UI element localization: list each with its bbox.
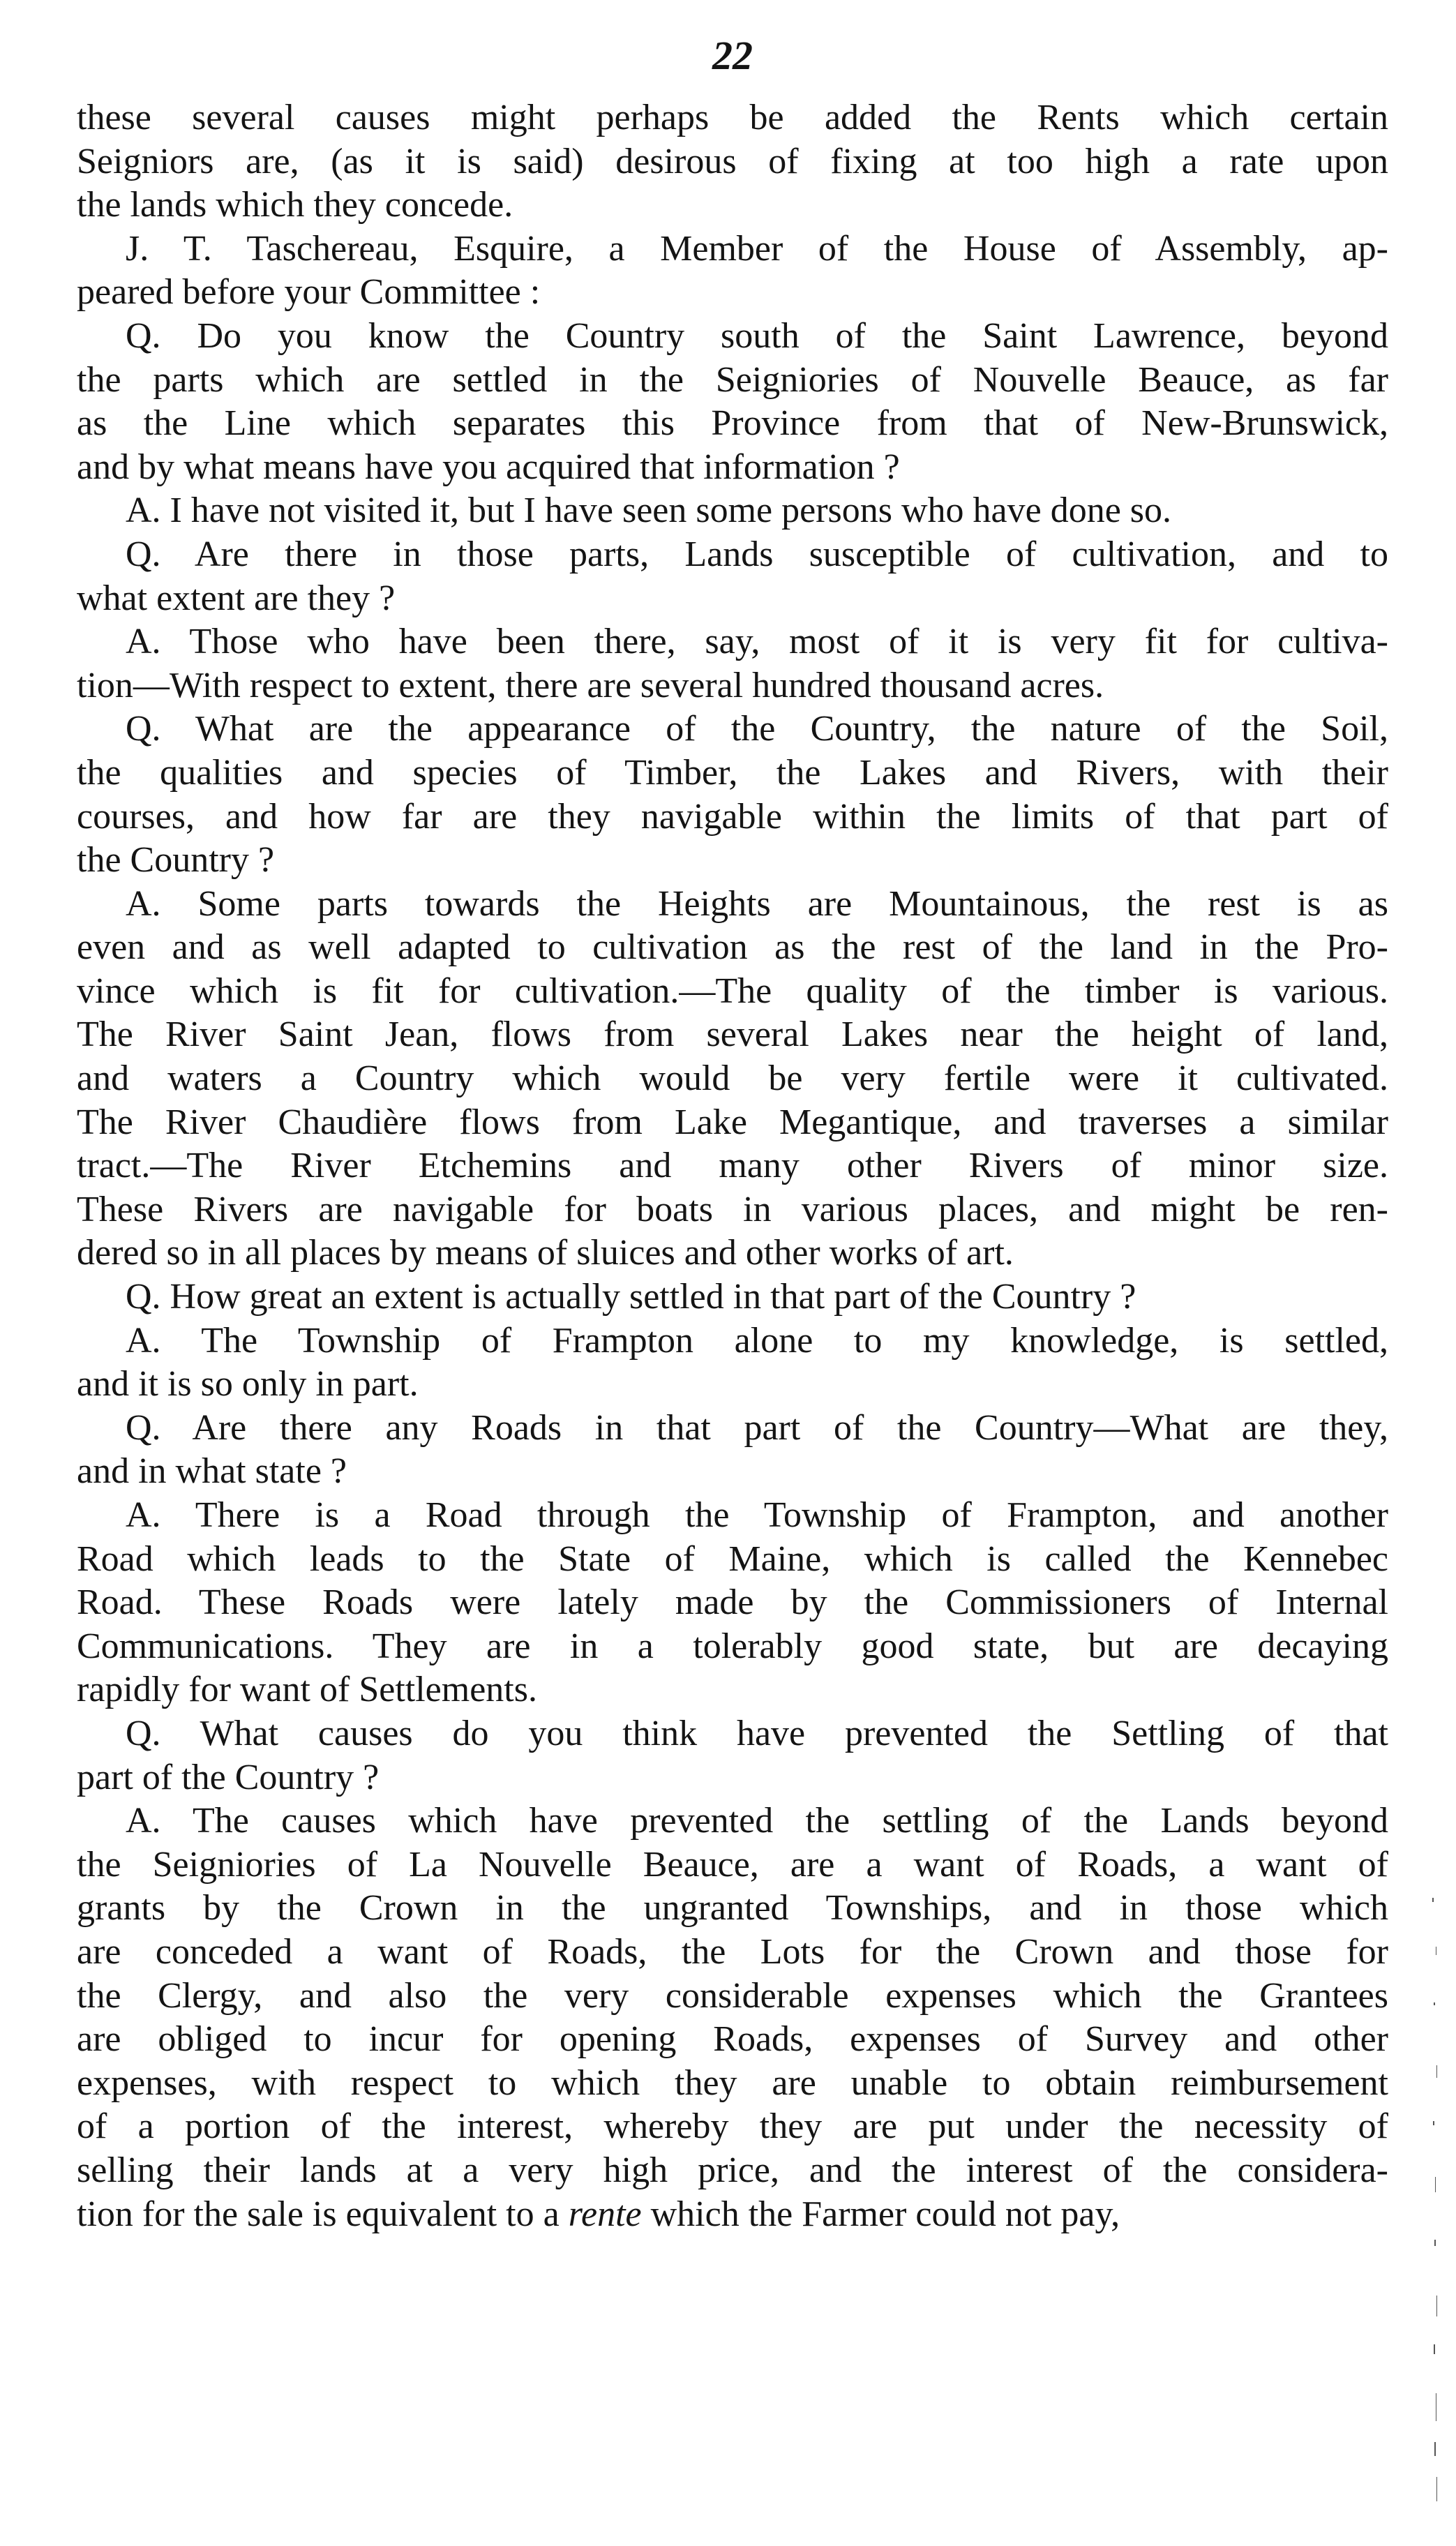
text-line: A. There is a Road through the Township of Frampton, and another — [126, 1495, 1388, 1535]
text-line: tion—With respect to extent, there are several hundred thousand acres. — [77, 665, 1104, 705]
text-line: grants by the Crown in the ungranted Townships, and in those which — [77, 1888, 1388, 1929]
text-line: Communications. They are in a tolerably good state, but are decaying — [77, 1626, 1388, 1666]
text-line: Q. Are there any Roads in that part of the Country—What are they, — [126, 1407, 1388, 1448]
text-line: the parts which are settled in the Seigniories of Nouvelle Beauce, as far — [77, 359, 1388, 400]
text-line: A. The Township of Frampton alone to my knowledge, is settled, — [126, 1320, 1388, 1361]
paragraph — [77, 533, 1388, 620]
text-line: the Country ? — [77, 840, 275, 881]
text-line: the qualities and species of Timber, the Lakes and Rivers, with their — [77, 752, 1388, 793]
paragraph — [77, 883, 1388, 1275]
paragraph — [77, 707, 1388, 882]
paragraph — [77, 489, 1388, 533]
paragraph — [77, 1799, 1388, 2236]
text-line: Q. How great an extent is actually settled in that part of the Country ? — [126, 1277, 1136, 1317]
text-line: and in what state ? — [77, 1451, 347, 1492]
text-line: Q. What causes do you think have prevented the Settling of that — [126, 1713, 1388, 1753]
text-line: Q. Do you know the Country south of the Saint Lawrence, beyond — [126, 315, 1388, 356]
text-line: these several causes might perhaps be added the Rents which certain — [77, 98, 1388, 137]
paragraph — [77, 315, 1388, 489]
text-line: the lands which they concede. — [77, 185, 513, 225]
text-line: The River Chaudière flows from Lake Megantique, and traverses a similar — [77, 1102, 1388, 1142]
text-line: of a portion of the interest, whereby they are put under the necessity of — [77, 2106, 1388, 2147]
text-line: tract.—The River Etchemins and many other Rivers of minor size. — [77, 1146, 1388, 1186]
text-body — [77, 96, 1388, 2236]
paragraph — [77, 1407, 1388, 1494]
scan-speckle — [1428, 1884, 1443, 2512]
text-line: the Clergy, and also the very considerable expenses which the Grantees — [77, 1975, 1388, 2016]
text-line: A. The causes which have prevented the settling of the Lands beyond — [126, 1801, 1388, 1841]
text-line: A. Those who have been there, say, most of it is very fit for cultiva- — [126, 622, 1388, 662]
text-line: and it is so only in part. — [77, 1364, 419, 1405]
text-line: and waters a Country which would be very fertile were it cultivated. — [77, 1058, 1388, 1099]
text-line: the Seigniories of La Nouvelle Beauce, are a want of Roads, a want of — [77, 1844, 1388, 1885]
paragraph — [77, 1319, 1388, 1407]
text-line: Road. These Roads were lately made by the Commissioners of Internal — [77, 1582, 1388, 1623]
text-line: what extent are they ? — [77, 578, 396, 618]
text-line: Q. Are there in those parts, Lands susceptible of cultivation, and to — [126, 534, 1388, 574]
text-line: Q. What are the appearance of the Country, the nature of the Soil, — [126, 709, 1388, 749]
text-line: are obliged to incur for opening Roads, expenses of Survey and other — [77, 2019, 1388, 2060]
text-line: tion for the sale is equivalent to a rente which the Farmer could not pay, — [77, 2194, 1120, 2234]
text-line: vince which is fit for cultivation.—The quality of the timber is various. — [77, 971, 1388, 1011]
text-line: and by what means have you acquired that information ? — [77, 447, 900, 487]
text-line: Road which leads to the State of Maine, which is called the Kennebec — [77, 1538, 1388, 1579]
text-line: even and as well adapted to cultivation as the rest of the land in the Pro- — [77, 927, 1388, 968]
text-line: A. Some parts towards the Heights are Mountainous, the rest is as — [126, 883, 1388, 924]
text-line: selling their lands at a very high price, and the interest of the considera- — [77, 2150, 1388, 2190]
text-line: These Rivers are navigable for boats in various places, and might be ren- — [77, 1189, 1388, 1229]
text-line: peared before your Committee : — [77, 272, 541, 313]
text-line: expenses, with respect to which they are unable to obtain reimbursement — [77, 2062, 1388, 2103]
paragraph — [77, 96, 1388, 227]
text-line: as the Line which separates this Province from that of New-Brunswick, — [77, 403, 1388, 444]
paragraph — [77, 1712, 1388, 1799]
text-line: Seigniors are, (as it is said) desirous of fixing at too high a rate upon — [77, 141, 1388, 181]
text-line: are conceded a want of Roads, the Lots for the Crown and those for — [77, 1931, 1388, 1972]
document-page — [77, 28, 1388, 2512]
text-line: rapidly for want of Settlements. — [77, 1670, 537, 1710]
paragraph — [77, 1494, 1388, 1712]
text-line: dered so in all places by means of sluices and other works of art. — [77, 1233, 1014, 1273]
text-line: The River Saint Jean, flows from several Lakes near the height of land, — [77, 1014, 1388, 1055]
text-line: courses, and how far are they navigable within the limits of that part of — [77, 796, 1388, 837]
text-line: part of the Country ? — [77, 1757, 380, 1797]
text-line: J. T. Taschereau, Esquire, a Member of the House of Assembly, ap- — [126, 228, 1388, 269]
paragraph — [77, 227, 1388, 315]
paragraph — [77, 620, 1388, 707]
text-line: A. I have not visited it, but I have seen some persons who have done so. — [126, 491, 1172, 531]
page-number: 22 — [712, 33, 753, 78]
paragraph — [77, 1275, 1388, 1319]
